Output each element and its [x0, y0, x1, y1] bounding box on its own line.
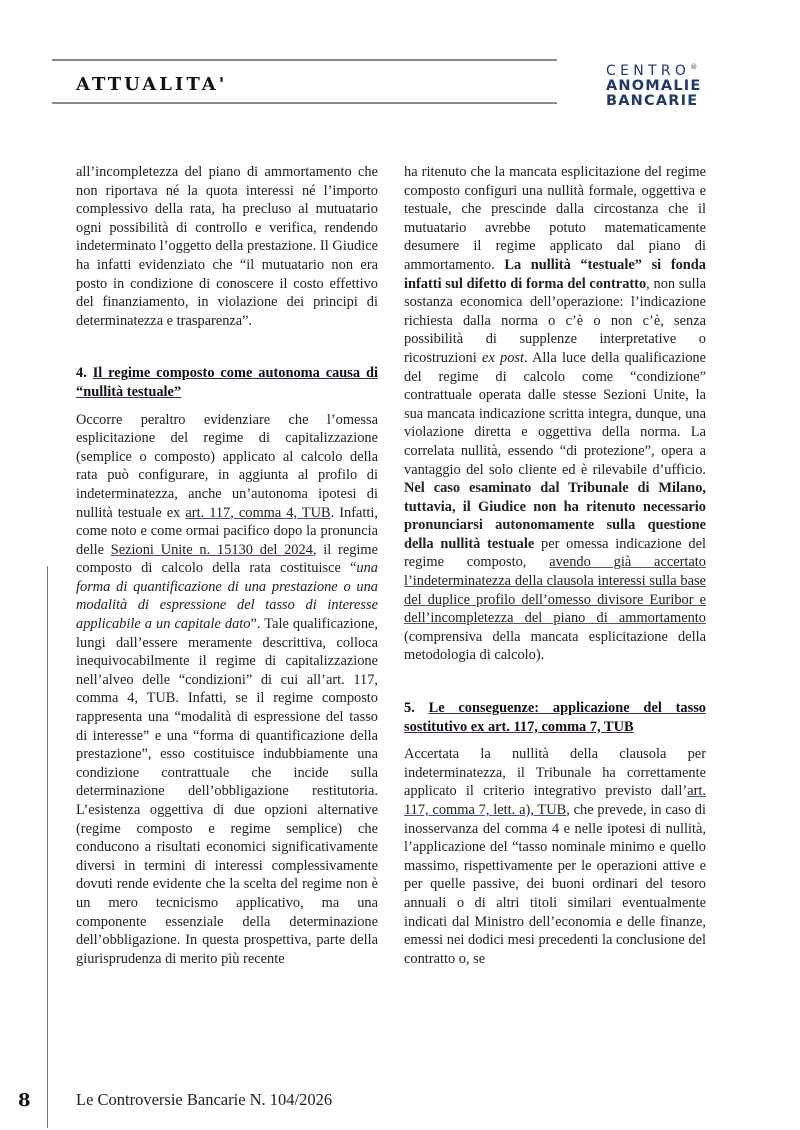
law-link-art117-comma7[interactable]: art. 117, comma 7, lett. a), TUB: [404, 783, 706, 818]
logo-line3: BANCARIE: [606, 93, 699, 109]
right-column: [404, 163, 706, 968]
logo-line2: ANOMALIE: [606, 78, 702, 94]
header-rule-bottom: [52, 102, 557, 104]
page-number: 8: [18, 1090, 31, 1111]
bold-emphasis: Nel caso esaminato dal Tribunale di Milano, tuttavia, il Giudice non ha ritenuto necessario pronunciarsi autonomamente sulla questione della nullità testuale: [404, 480, 706, 552]
section-heading-4: 4. Il regime composto come autonoma causa di “nullità testuale”: [76, 365, 378, 400]
left-column: [76, 163, 378, 968]
section-heading-5: 5. Le conseguenze: applicazione del tasso sostitutivo ex art. 117, comma 7, TUB: [404, 700, 706, 735]
paragraph: Accertata la nullità della clausola per indeterminatezza, il Tribunale ha correttamente applicato il criterio integrativo previsto dall’art. 117, comma 7, lett. a), TUB, che prevede, in caso di inosservanza del comma 4 e nelle ipotesi di nullità, l’applicazione del “tasso nominale minimo e quello massimo, rispettivamente per le operazioni attive e per quelle passive, dei buoni ordinari del tesoro annuali o di altri titoli similari eventualmente indicati dal Ministro dell’economia e delle finanze, emessi nei dodici mesi precedenti la conclusione del contratto o, se: [404, 746, 706, 967]
logo-line1: CENTRO: [606, 63, 691, 79]
header-rule-top: [52, 59, 557, 61]
law-link-art117[interactable]: art. 117, comma 4, TUB: [185, 504, 331, 521]
underlined-emphasis: avendo già accertato l’indeterminatezza della clausola interessi sulla base del duplice profilo dell’omesso divisore Euribor e dell’incompletezza del piano di ammortamento: [404, 554, 706, 627]
paragraph: all’incompletezza del piano di ammortamento che non riportava né la quota interessi né l’importo complessivo della rata, ha precluso al mutuatario ogni possibilità di controllo e verifica, rendendo indeterminato l’oggetto della prestazione. Il Giudice ha infatti evidenziato che “il mutuatario non era posto in condizione di conoscere il costo effettivo del finanziamento, in violazione dei principi di determinatezza e trasparenza”.: [76, 164, 378, 329]
section-title: ATTUALITA': [76, 74, 228, 95]
italic-emphasis: ex post: [481, 349, 524, 366]
section-heading-5-text: Le conseguenze: applicazione del tasso sostitutivo ex art. 117, comma 7, TUB: [404, 700, 706, 735]
paragraph: ha ritenuto che la mancata esplicitazione del regime composto configuri una nullità formale, oggettiva e testuale, che prescinde dalla circostanza che il mutuatario avrebbe potuto matematicamente desumere il regime applicato dal piano di ammortamento. La nullità “testuale” si fonda infatti sul difetto di forma del contratto, non sulla sostanza economica dell’operazione: l’indicazione richiesta dalla norma o c’è o non c’è, senza possibilità di supplenze interpretative o ricostruzioni ex post. Alla luce della qualificazione del regime di calcolo come “condizione” contrattuale operata dalle stesse Sezioni Unite, la sua mancata indicazione scritta integra, dunque, una violazione diretta e oggettiva della norma. La correlata nullità, essendo “di protezione”, opera a vantaggio del solo cliente ed è rilevabile d’ufficio. Nel caso esaminato dal Tribunale di Milano, tuttavia, il Giudice non ha ritenuto necessario pronunciarsi autonomamente sulla questione della nullità testuale per omessa indicazione del regime composto, avendo già accertato l’indeterminatezza della clausola interessi sulla base del duplice profilo dell’omesso divisore Euribor e dell’incompletezza del piano di ammortamento (comprensiva della mancata esplicitazione della metodologia di calcolo).: [404, 164, 707, 664]
law-link-sezioni-unite[interactable]: Sezioni Unite n. 15130 del 2024: [110, 541, 313, 558]
logo-registered-mark: ®: [690, 63, 698, 71]
paragraph: Occorre peraltro evidenziare che l’omessa esplicitazione del regime di capitalizzazione (semplice o composto) applicato al calcolo della rata può configurare, in aggiunta al profilo di indeterminatezza, anche un’autonoma ipotesi di nullità testuale ex art. 117, comma 4, TUB. Infatti, come noto e come ormai pacifico dopo la pronuncia delle Sezioni Unite n. 15130 del 2024, il regime composto di calcolo della rata costituisce “una forma di quantificazione di una prestazione o una modalità di espressione del tasso di interesse applicabile a un capitale dato”. Tale qualificazione, lungi dall’essere meramente descrittiva, colloca inequivocabilmente il regime di capitalizzazione nell’alveo delle “condizioni” di cui all’art. 117, comma 4, TUB. Infatti, se il regime composto rappresenta una “modalità di espressione del tasso di interesse” e una “forma di quantificazione della prestazione”, esso costituisce indubbiamente una condizione contrattuale che incide sulla determinazione dell’obbligazione restitutoria. L’esistenza oggettiva di due opzioni alternative (regime composto e regime semplice) che conducono a risultati economici significativamente diversi in termini di interessi complessivamente dovuti rende evidente che la scelta del regime non è un mero tecnicismo applicativo, ma una componente essenziale della determinazione dell’obbligazione. In questa prospettiva, parte della giurisprudenza di merito più recente: [76, 411, 378, 967]
logo: [606, 59, 708, 109]
publication-title: Le Controversie Bancarie N. 104/2026: [76, 1090, 333, 1109]
quote-italic: una forma di quantificazione di una prestazione o una modalità di espressione del tasso di interesse applicabile a un capitale dato: [76, 560, 378, 633]
section-heading-4-text: Il regime composto come autonoma causa di “nullità testuale”: [76, 365, 378, 400]
bold-emphasis: La nullità “testuale” si fonda infatti sul difetto di forma del contratto: [404, 256, 707, 292]
margin-rule: [47, 566, 48, 1128]
